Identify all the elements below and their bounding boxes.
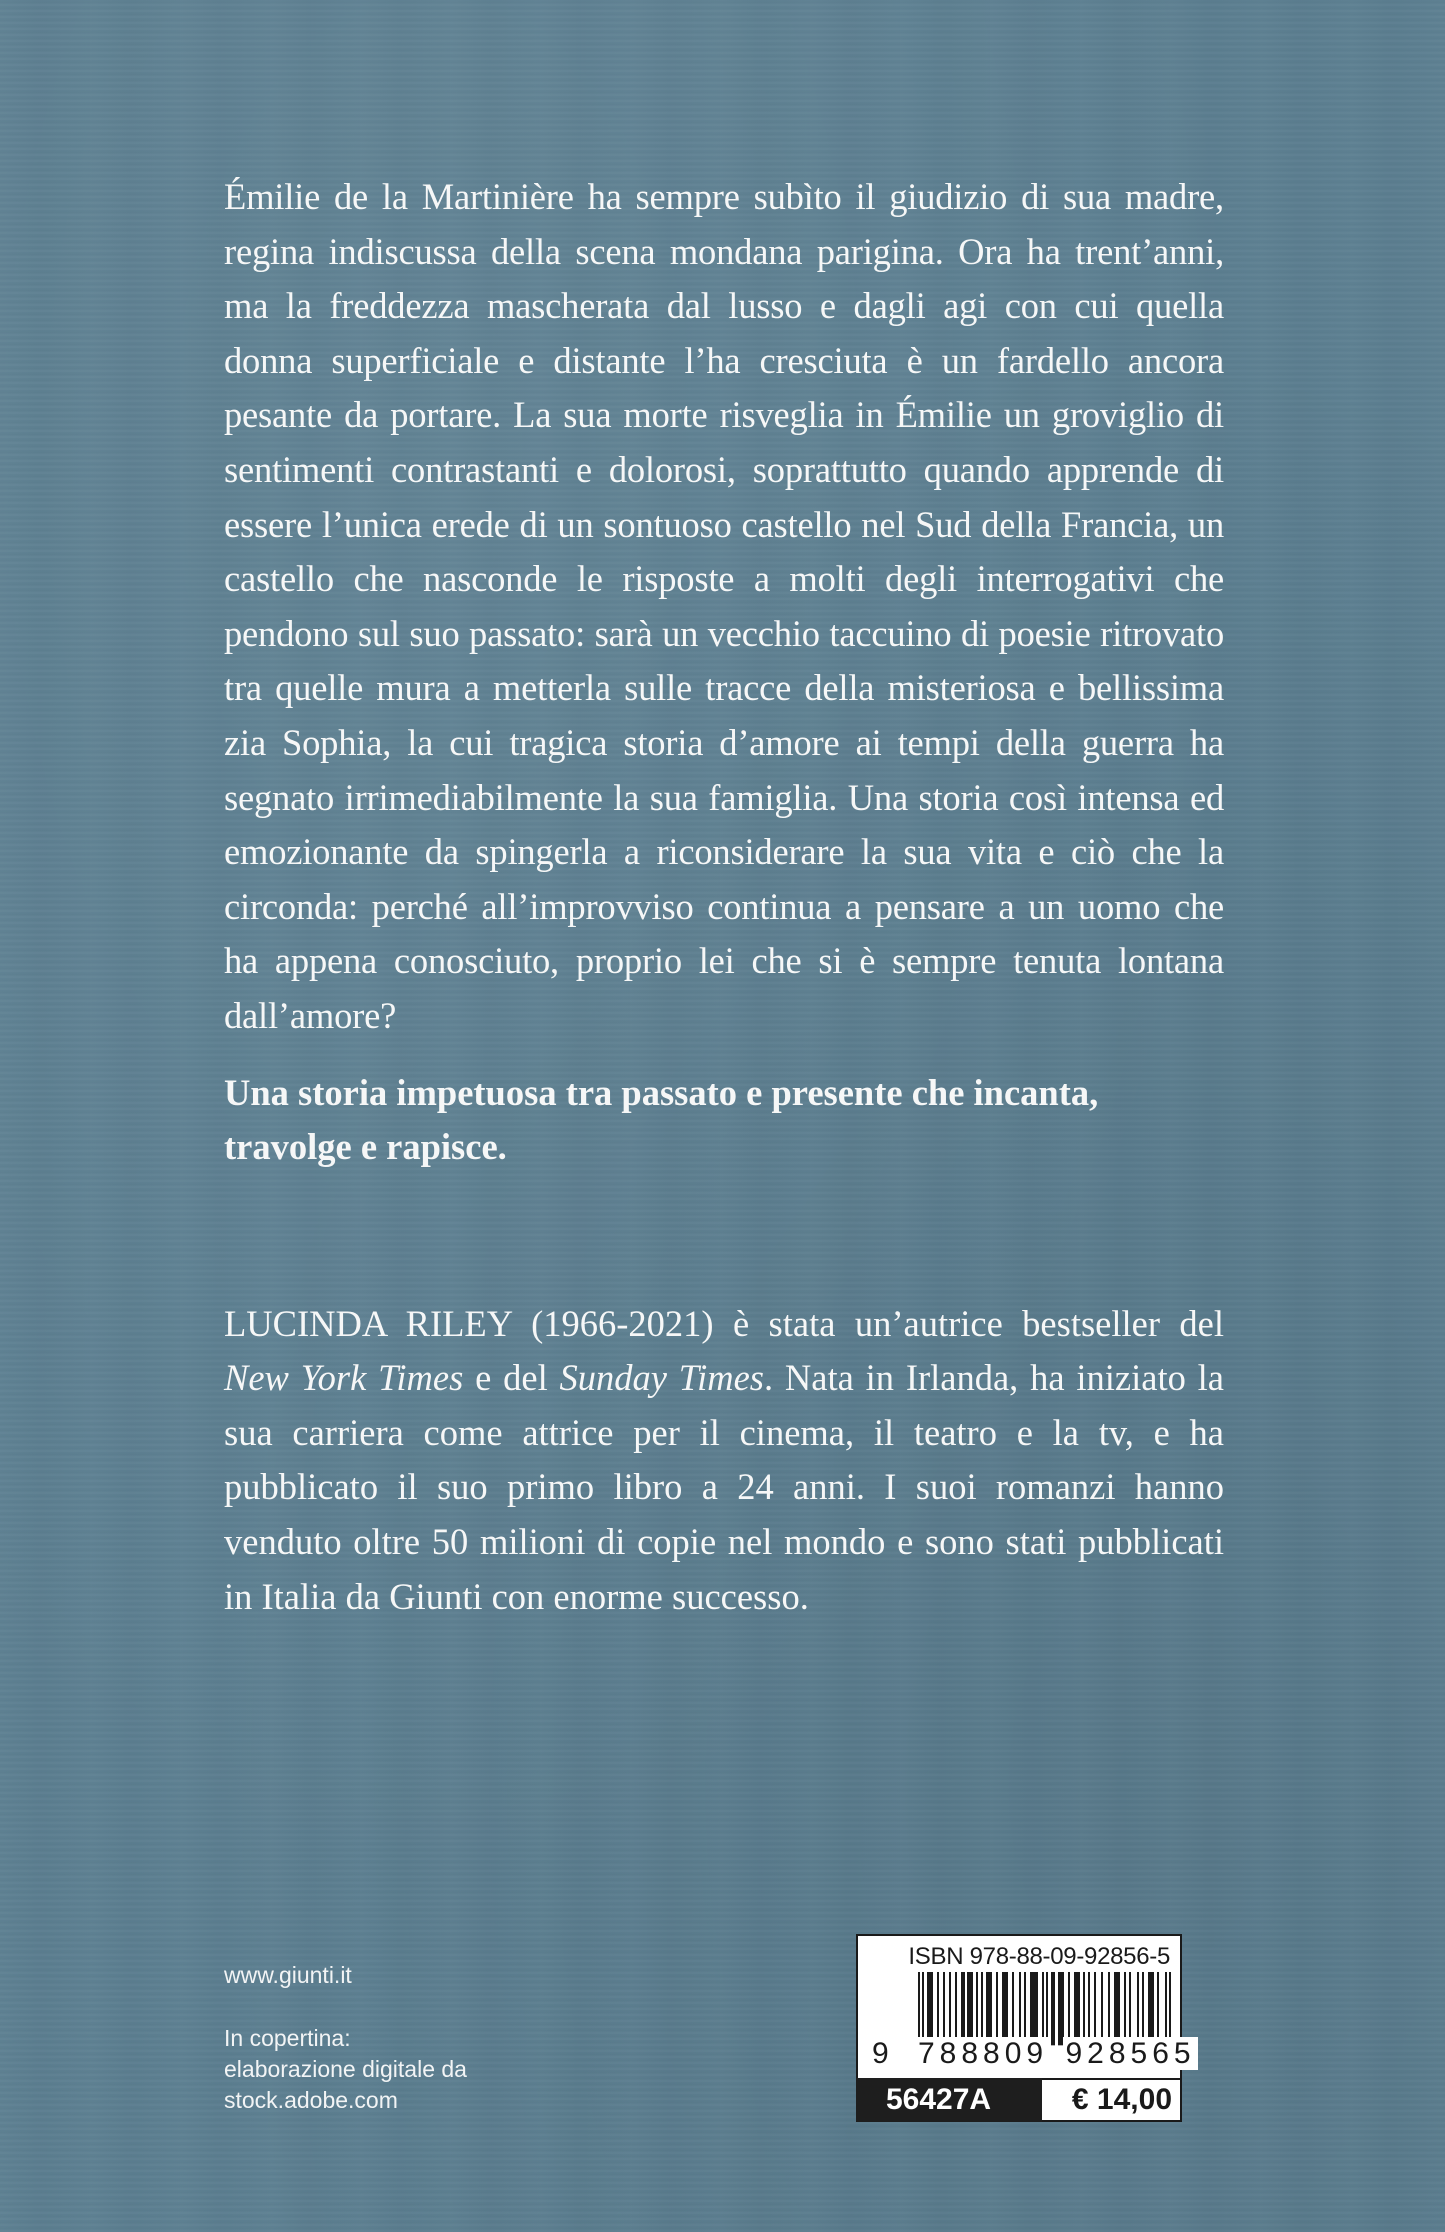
product-code: 56427A: [856, 2078, 1042, 2122]
isbn-barcode-box: [856, 1934, 1196, 2122]
bio-text: (1966-2021) è stata un’autrice bestseller del: [511, 1302, 1224, 1344]
cover-credit-line: elaborazione digitale da: [224, 2056, 467, 2082]
cover-credit-line: In copertina:: [224, 2025, 351, 2051]
tagline: Una storia impetuosa tra passato e presente che incanta, travolge e rapisce.: [224, 1071, 1099, 1168]
publisher-website[interactable]: www.giunti.it: [224, 1962, 352, 1988]
price-label: € 14,00: [1042, 2078, 1182, 2122]
barcode-digits: [872, 2037, 1196, 2070]
cover-credit-line: stock.adobe.com: [224, 2087, 398, 2113]
barcode-lead-digit: 9: [872, 2038, 916, 2070]
barcode-digit-group: 928565: [1065, 2037, 1196, 2070]
bio-italic-nyt: New York Times: [224, 1357, 464, 1399]
author-name: LUCINDA RILEY: [224, 1302, 512, 1344]
publisher-footer: [224, 1960, 467, 2116]
barcode-digit-group: 788809: [918, 2037, 1049, 2070]
price-row: [856, 2078, 1182, 2122]
synopsis-paragraph: Émilie de la Martinière ha sempre subìto il giudizio di sua madre, regina indiscussa della scena mondana parigina. Ora ha trent’anni, ma la freddezza mascherata dal lusso e dagli agi con cui quella donna superficiale e distante l’ha cresciuta è un fardello ancora pesante da portare. La sua morte risveglia in Émilie un groviglio di sentimenti contrastanti e dolorosi, soprattutto quando apprende di essere l’unica erede di un sontuoso castello nel Sud della Francia, un castello che nasconde le risposte a molti degli interrogativi che pendono sul suo passato: sarà un vecchio taccuino di poesie ritrovato tra quelle mura a metterla sulle tracce della misteriosa e bellissima zia Sophia, la cui tragica storia d’amore ai tempi della guerra ha segnato irrimediabilmente la sua famiglia. Una storia così intensa ed emozionante da spingerla a riconsiderare la sua vita e ciò che la circonda: perché all’improvviso continua a pensare a un uomo che ha appena conosciuto, proprio lei che si è sempre tenuta lontana dall’amore?: [224, 176, 1224, 1036]
isbn-label: ISBN 978-88-09-92856-5: [908, 1943, 1170, 1970]
bio-italic-sunday-times: Sunday Times: [559, 1357, 764, 1399]
author-bio: [224, 1297, 1224, 1625]
bio-text: e del: [463, 1357, 560, 1399]
back-cover-text: [224, 170, 1224, 1624]
bio-text: . Nata in Irlanda, ha iniziato la sua carriera come attrice per il cinema, il teatro e la tv, e ha pubblicato il suo primo libro a 24 anni. I suoi romanzi hanno venduto oltre 50 milioni di copie nel mondo e sono stati pubblicati in Italia da Giunti con enorme successo.: [224, 1357, 1224, 1617]
